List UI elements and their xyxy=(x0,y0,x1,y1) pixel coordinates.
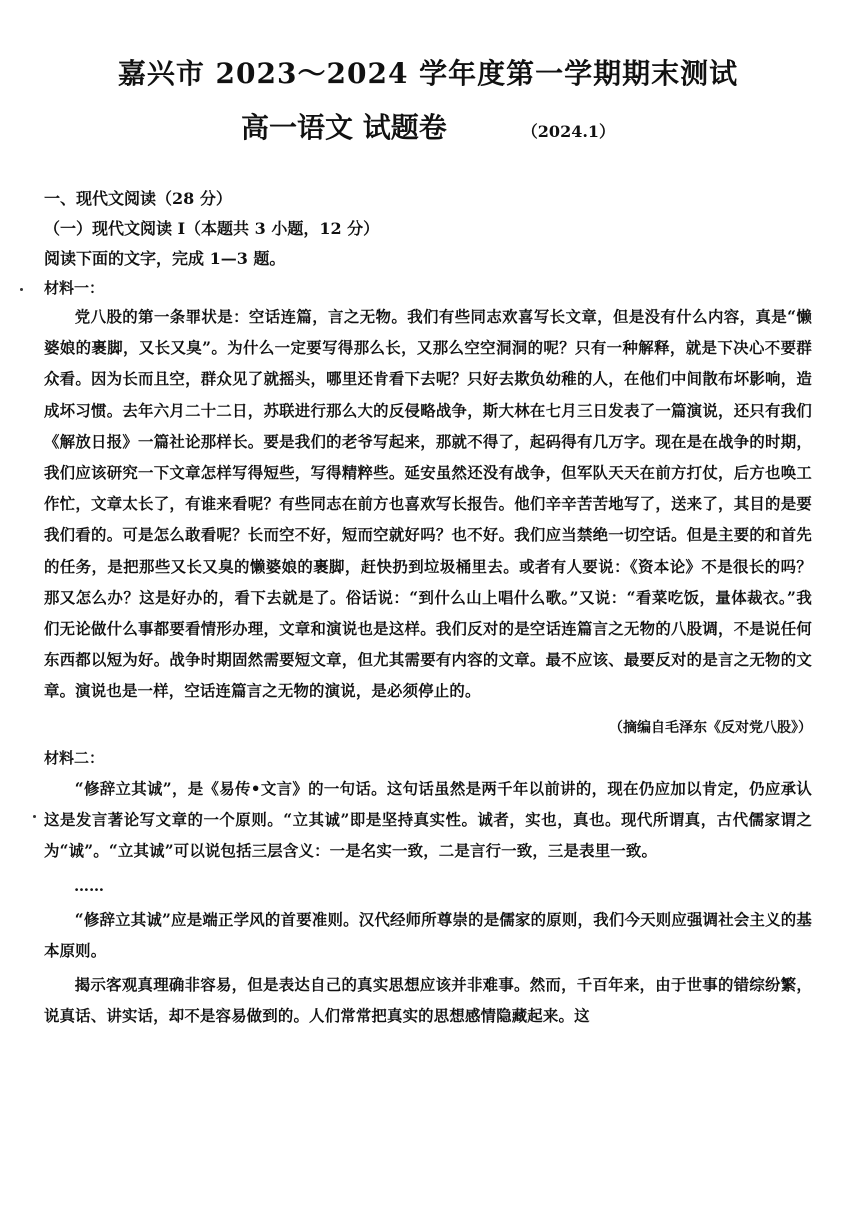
subtitle-row xyxy=(44,110,812,146)
material-2-paragraph-2: “修辞立其诚”应是端正学风的首要准则。汉代经师所尊崇的是儒家的原则，我们今天则应强调社会主义的基本原则。 xyxy=(44,911,812,961)
scan-speck xyxy=(33,815,36,818)
section-heading: 一、现代文阅读（28 分） xyxy=(44,189,232,208)
material-2-label: 材料二： xyxy=(44,748,105,767)
exam-subtitle: 高一语文 试题卷 xyxy=(240,111,447,144)
scan-speck xyxy=(20,288,23,291)
material-1-text: 党八股的第一条罪状是：空话连篇，言之无物。我们有些同志欢喜写长文章，但是没有什么内容，真是“懒婆娘的裹脚，又长又臭”。为什么一定要写得那么长，又那么空空洞洞的呢？只有一种解释，就是下决心不要群众看。因为长而且空，群众见了就摇头，哪里还肯看下去呢？只好去欺负幼稚的人，在他们中间散布坏影响，造成坏习惯。去年六月二十二日，苏联进行那么大的反侵略战争，斯大林在七月三日发表了一篇演说，还只有我们《解放日报》一篇社论那样长。要是我们的老爷写起来，那就不得了，起码得有几万字。现在是在战争的时期，我们应该研究一下文章怎样写得短些，写得精粹些。延安虽然还没有战争，但军队天天在前方打仗，后方也唤工作忙，文章太长了，有谁来看呢？有些同志在前方也喜欢写长报告。他们辛辛苦苦地写了，送来了，其目的是要我们看的。可是怎么敢看呢？长而空不好，短而空就好吗？也不好。我们应当禁绝一切空话。但是主要的和首先的任务，是把那些又长又臭的懒婆娘的裹脚，赶快扔到垃圾桶里去。或者有人要说：《资本论》不是很长的吗？那又怎么办？这是好办的，看下去就是了。俗话说：“到什么山上唱什么歌。”又说：“看菜吃饭，量体裁衣。”我们无论做什么事都要看情形办理，文章和演说也是这样。我们反对的是空话连篇言之无物的八股调，不是说任何东西都以短为好。战争时期固然需要短文章，但尤其需要有内容的文章。最不应该、最要反对的是言之无物的文章。演说也是一样，空话连篇言之无物的演说，是必须停止的。 xyxy=(44,308,812,701)
material-1-label: 材料一： xyxy=(44,279,105,297)
material-2-ellipsis: …… xyxy=(74,877,104,896)
material-2-paragraph-3: 揭示客观真理确非容易，但是表达自己的真实思想应该并非难事。然而，千百年来，由于世事的错综纷繁，说真话、讲实话，却不是容易做到的。人们常常把真实的思想感情隐藏起来。这 xyxy=(44,975,812,1025)
material-2-paragraph-1: “修辞立其诚”，是《易传•文言》的一句话。这句话虽然是两千年以前讲的，现在仍应加以肯定，仍应承认这是发言著论写文章的一个原则。“立其诚”即是坚持真实性。诚者，实也，真也。现代所谓真，古代儒家谓之为“诚”。“立其诚”可以说包括三层含义：一是名实一致，二是言行一致，三是表里一致。 xyxy=(44,779,812,861)
exam-title: 嘉兴市 2023～2024 学年度第一学期期末测试 xyxy=(117,57,739,90)
exam-date: （2024.1） xyxy=(521,122,616,141)
material-1-source: （摘编自毛泽东《反对党八股》） xyxy=(609,719,812,736)
reading-instruction: 阅读下面的文字，完成 1—3 题。 xyxy=(44,249,286,268)
section-subheading: （一）现代文阅读 I（本题共 3 小题，12 分） xyxy=(44,219,380,238)
